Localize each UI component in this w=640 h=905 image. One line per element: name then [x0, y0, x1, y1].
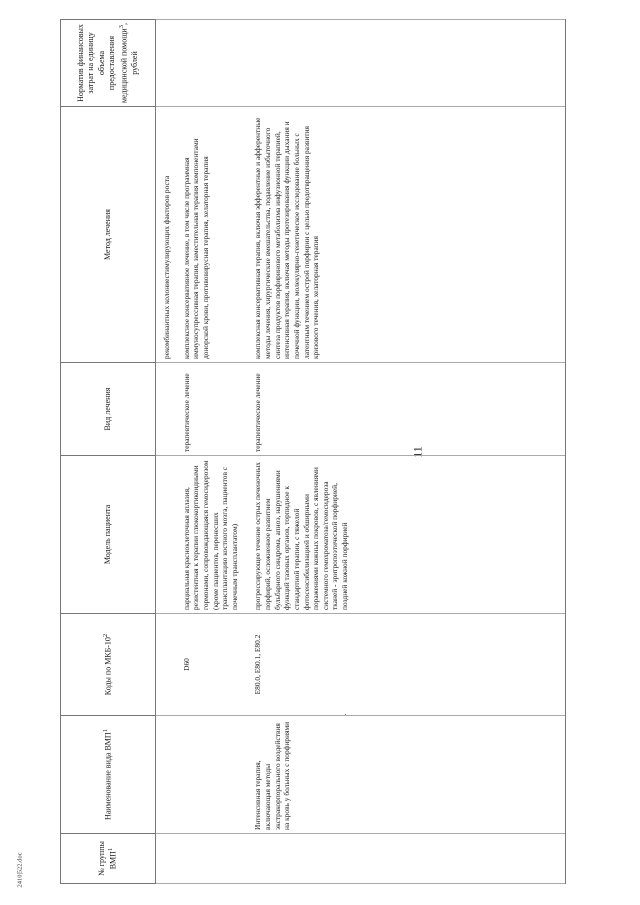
cell-cost-norm — [241, 20, 566, 107]
cell-treatment-type: терапевтическое лечение — [180, 363, 242, 456]
cell-vmp-name — [180, 716, 242, 834]
cell-vmp-name: Интенсивная терапия, включающая методы экстракорпорального воздействия на кровь у больных с порфириями — [241, 716, 566, 834]
cell-vmp-name — [156, 716, 180, 834]
header-patient-model: Модель пациента — [61, 456, 156, 614]
cell-patient-model: прогрессирующее течение острых печеночных порфирий, осложненное развитием бульбарного синдрома, апноэ, нарушениями функций тазовых органов, торпидное к стандартной терапии, с тяжелой фотосенсибилизацией и обширными поражениями кожных покровов, с явлениями системного гемохроматоза/гемосидероза тканей - эритропоэтической порфирией, поздней кожной порфирией — [241, 456, 566, 614]
cell-treatment-method: комплексная консервативная терапия, включая эфферентные и афферентные методы лечения, хирургические вмешательства, подавление избыточного синтеза продуктов порфиринового метаболизма инфузионной терапией, интенсивная терапия, включая методы протезирования функции дыхания и почечной функции, молекулярно-генетическое исследование больных с латентным течением острой порфирии с целью предотвращения развития кризового течения, хелаторная терапия — [241, 107, 566, 363]
header-vmp-name: Наименование вида ВМП$^1$ — [61, 716, 156, 834]
cell-patient-model — [156, 456, 180, 614]
table-row — [241, 20, 566, 884]
header-group-number: № группы ВМП$^1$ — [61, 834, 156, 884]
vmp-table — [60, 19, 566, 884]
table-row — [180, 20, 242, 884]
table-header-row — [61, 20, 156, 884]
header-icd-codes: Коды по МКБ-$10^2$ — [61, 614, 156, 716]
cell-treatment-method: рекомбинантных колониестимулирующих факторов роста — [156, 107, 180, 363]
cell-icd-codes: E80.0, E80.1, E80.2 — [241, 614, 566, 716]
cell-group — [180, 834, 242, 884]
header-cost-norm: Норматив финансовых затрат на единицу объема предоставления медицинской помощи$^3$, рублей — [61, 20, 156, 107]
page-number: 11 — [410, 446, 425, 458]
cell-group — [241, 834, 566, 884]
stray-mark: · — [344, 710, 347, 720]
rotated-table-wrapper — [60, 20, 620, 884]
cell-cost-norm — [156, 20, 180, 107]
cell-treatment-type — [156, 363, 180, 456]
cell-patient-model: парциальная красноклеточная аплазия, резистентная к терапии глюкокортикоидными гормонами, сопровождающаяся гемосидерозом (кроме пациентов, перенесших трансплантацию костного мозга, пациентов с почечным трансплантатом) — [180, 456, 242, 614]
table-row — [156, 20, 180, 884]
cell-group — [156, 834, 180, 884]
cell-cost-norm — [180, 20, 242, 107]
document-file-name: 2410|522.doc — [16, 852, 24, 888]
cell-treatment-type: терапевтическое лечение — [241, 363, 566, 456]
cell-treatment-method: комплексное консервативное лечение, в том числе программная иммуносупрессивная терапия, заместительная терапия компонентами донорской крови, противовирусная терапия, хелаторная терапия — [180, 107, 242, 363]
cell-icd-codes — [156, 614, 180, 716]
cell-icd-codes: D60 — [180, 614, 242, 716]
header-treatment-method: Метод лечения — [61, 107, 156, 363]
header-treatment-type: Вид лечения — [61, 363, 156, 456]
